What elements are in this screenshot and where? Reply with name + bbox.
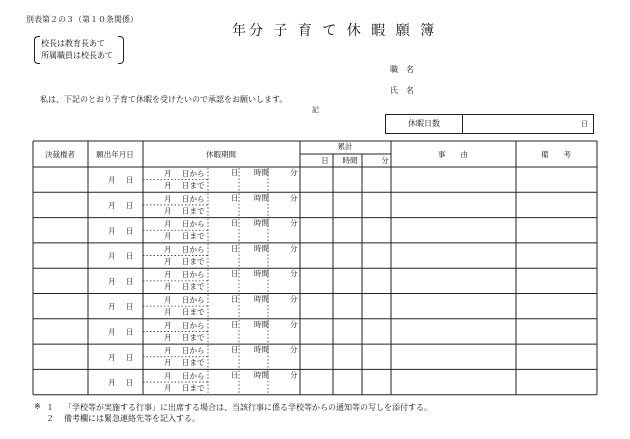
period-to-month-label: 月 (164, 358, 172, 368)
period-from-label: 日から (182, 194, 205, 204)
period-to-month-label: 月 (164, 282, 172, 292)
header-approver: 決裁権者 (45, 150, 75, 159)
header-cumulative-day: 日 (321, 156, 329, 165)
apply-day-label: 日 (126, 378, 134, 388)
period-to-month-label: 月 (164, 383, 172, 393)
name-label: 氏 名 (390, 86, 414, 95)
footnote-1-text: 「学校等が実施する行事」に出席する場合は、当該行事に係る学校等からの通知等の写しを添付する。 (64, 403, 432, 412)
header-leave-period: 休暇期間 (206, 150, 236, 159)
period-hours-label: 時間 (254, 319, 269, 329)
period-minutes-label: 分 (290, 370, 298, 380)
period-days-label: 日 (231, 269, 239, 279)
period-to-month-label: 月 (164, 181, 172, 190)
apply-day-label: 日 (126, 327, 134, 337)
apply-month-label: 月 (108, 378, 116, 388)
apply-day-label: 日 (126, 352, 134, 362)
apply-month-label: 月 (108, 175, 116, 185)
period-hours-label: 時間 (254, 345, 269, 355)
period-to-label: 日まで (182, 181, 205, 190)
apply-month-label: 月 (108, 327, 116, 337)
apply-day-label: 日 (126, 302, 134, 312)
period-from-label: 日から (182, 346, 205, 356)
period-days-label: 日 (231, 243, 239, 253)
apply-day-label: 日 (126, 251, 134, 261)
header-remarks: 備 考 (541, 150, 571, 159)
period-minutes-label: 分 (290, 168, 298, 177)
request-statement: 私は、下記のとおり子育て休暇を受けたいので承認をお願いします。 (40, 95, 288, 104)
period-to-label: 日まで (182, 307, 205, 317)
period-days-label: 日 (231, 345, 239, 355)
leave-days-unit: 日 (581, 120, 588, 128)
form-reference: 別表第２の３（第１０条関係） (26, 15, 138, 24)
period-minutes-label: 分 (290, 269, 298, 279)
period-from-month-label: 月 (164, 219, 172, 229)
period-to-label: 日まで (182, 282, 205, 292)
period-from-month-label: 月 (164, 295, 172, 305)
period-minutes-label: 分 (290, 243, 298, 253)
header-cumulative: 累計 (337, 142, 353, 151)
apply-month-label: 月 (108, 352, 116, 362)
period-minutes-label: 分 (290, 193, 298, 203)
period-from-month-label: 月 (164, 194, 172, 204)
apply-day-label: 日 (126, 276, 134, 286)
period-from-month-label: 月 (164, 346, 172, 356)
period-to-month-label: 月 (164, 307, 172, 317)
position-label: 職 名 (390, 65, 414, 74)
apply-month-label: 月 (108, 226, 116, 236)
period-from-month-label: 月 (164, 169, 172, 178)
period-days-label: 日 (231, 319, 239, 329)
period-hours-label: 時間 (254, 168, 269, 177)
period-from-label: 日から (182, 270, 205, 280)
period-to-month-label: 月 (164, 231, 172, 241)
apply-day-label: 日 (126, 175, 134, 185)
footnote-mark: ※ (34, 402, 41, 411)
period-to-label: 日まで (182, 383, 205, 393)
apply-day-label: 日 (126, 226, 134, 236)
period-to-label: 日まで (182, 332, 205, 342)
leave-days-label: 休暇日数 (386, 115, 463, 133)
period-to-month-label: 月 (164, 256, 172, 266)
header-apply-date: 願出年月日 (96, 150, 134, 159)
form-title: 年分 子 育 て 休 暇 願 簿 (232, 23, 438, 39)
apply-day-label: 日 (126, 200, 134, 210)
note-principal: 校長は教育長あて (41, 39, 105, 48)
period-to-label: 日まで (182, 358, 205, 368)
header-cumulative-hours: 時間 (342, 156, 358, 165)
note-staff: 所属職員は校長あて (41, 51, 113, 60)
period-from-month-label: 月 (164, 244, 172, 254)
period-hours-label: 時間 (254, 294, 269, 304)
ki-mark: 記 (312, 106, 319, 114)
period-hours-label: 時間 (254, 218, 269, 228)
period-days-label: 日 (231, 294, 239, 304)
period-from-month-label: 月 (164, 371, 172, 381)
period-from-label: 日から (182, 295, 205, 305)
period-minutes-label: 分 (290, 218, 298, 228)
apply-month-label: 月 (108, 251, 116, 261)
header-cumulative-minutes: 分 (381, 156, 389, 165)
period-from-month-label: 月 (164, 270, 172, 280)
apply-month-label: 月 (108, 276, 116, 286)
period-to-label: 日まで (182, 256, 205, 266)
period-minutes-label: 分 (290, 294, 298, 304)
period-to-label: 日まで (182, 206, 205, 216)
footnote-2-text: 備考欄には緊急連絡先等を記入する。 (64, 414, 200, 423)
period-hours-label: 時間 (254, 243, 269, 253)
period-hours-label: 時間 (254, 193, 269, 203)
period-hours-label: 時間 (254, 269, 269, 279)
period-from-label: 日から (182, 320, 205, 330)
period-to-month-label: 月 (164, 206, 172, 216)
period-from-label: 日から (182, 169, 205, 178)
apply-month-label: 月 (108, 302, 116, 312)
header-reason: 事 由 (438, 150, 468, 159)
period-days-label: 日 (231, 218, 239, 228)
footnote-2-number: ２ (46, 414, 54, 423)
period-to-label: 日まで (182, 231, 205, 241)
period-hours-label: 時間 (254, 370, 269, 380)
period-days-label: 日 (231, 168, 239, 177)
period-minutes-label: 分 (290, 345, 298, 355)
apply-month-label: 月 (108, 200, 116, 210)
period-minutes-label: 分 (290, 319, 298, 329)
period-from-month-label: 月 (164, 320, 172, 330)
footnote-1-number: １ (46, 403, 54, 412)
period-days-label: 日 (231, 193, 239, 203)
period-from-label: 日から (182, 371, 205, 381)
period-days-label: 日 (231, 370, 239, 380)
period-from-label: 日から (182, 244, 205, 254)
period-from-label: 日から (182, 219, 205, 229)
period-to-month-label: 月 (164, 332, 172, 342)
